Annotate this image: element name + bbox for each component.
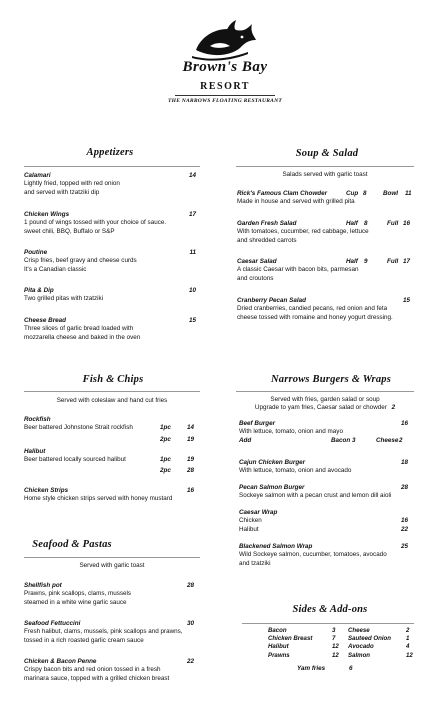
menu-item-cranberry-salad [237,297,415,322]
item-price: 17 [403,258,411,265]
item-price: 19 [187,436,195,443]
item-name: Shellfish pot [24,582,62,589]
menu-item-poutine [24,249,200,274]
burgers-upgrade-text: Upgrade to yam fries, Caesar salad or chowder [254,404,387,411]
seafood-pastas-rule [24,557,200,558]
menu-item-pita-dip [24,287,200,304]
item-size: Cup [346,190,359,197]
menu-item-rockfish [24,416,200,443]
item-price: 11 [189,249,196,256]
side-name: Salmon [348,651,371,659]
item-name: Garden Fresh Salad [237,220,297,227]
item-size: Half [346,258,358,265]
menu-item-beef-burger [239,420,415,445]
item-name: Chicken Strips [24,487,69,494]
item-price: 10 [188,287,196,294]
item-price: 8 [364,220,368,227]
item-name: Chicken Wings [24,211,70,218]
item-price: 17 [188,211,196,218]
menu-item-garden-salad [237,220,415,245]
side-price: 12 [332,643,339,651]
item-price: 11 [405,190,412,197]
item-price: 16 [187,487,195,494]
item-size: Full [387,258,399,265]
item-price: 14 [188,172,196,179]
item-desc: steamed in a white wine garlic sauce [24,598,127,606]
add-bacon-price: 3 [352,436,356,444]
item-desc: and served with tzatziki dip [24,188,100,196]
item-desc: Dried cranberries, candied pecans, red onion and feta [237,305,388,313]
item-price: 15 [188,317,196,324]
side-name: Bacon [268,627,287,634]
menu-item-pecan-salmon-burger [239,484,415,501]
item-desc: With lettuce, tomato, onion and avocado [239,467,352,475]
seafood-pastas-title: Seafood & Pastas [32,539,112,550]
item-price: 28 [401,484,409,491]
item-desc: Sockeye salmon with a pecan crust and lemon dill aioli [239,492,392,500]
item-name: Calamari [24,172,51,179]
item-name: Rockfish [24,416,51,423]
side-name: Prawns [268,651,290,659]
item-size: Full [387,220,399,227]
option-label: Halibut [239,525,259,533]
side-price: 4 [406,643,410,651]
item-price: 30 [187,620,195,627]
item-desc: Home style chicken strips served with honey mustard [24,495,173,503]
side-name: Cheese [348,627,370,634]
item-name: Caesar Wrap [239,509,278,516]
appetizers-rule [24,166,200,167]
brand-resort: RESORT [200,81,250,92]
menu-item-cajun-chicken-burger [239,459,415,476]
menu-item-clam-chowder [237,190,415,207]
menu-item-halibut [24,448,200,474]
item-desc: Fresh halibut, clams, mussels, pink scallops and prawns, [24,628,183,636]
soup-salad-subtitle: Salads served with garlic toast [282,171,368,178]
item-name: Seafood Fettuccini [24,620,81,627]
item-desc: Beer battered locally sourced halibut [24,456,126,464]
seafood-pastas-subtitle: Served with garlic toast [79,562,145,569]
soup-salad-rule [236,166,414,167]
item-name: Pita & Dip [24,287,54,294]
menu-item-cheese-bread [24,317,200,342]
brand-divider [175,95,275,96]
side-name: Sauteed Onion [348,635,391,643]
item-desc: Made in house and served with grilled pita [237,198,355,206]
item-desc: sweet chili, BBQ, Buffalo or S&P [24,227,115,235]
side-name: Avocado [348,643,374,651]
item-price: 14 [187,424,195,432]
item-size: 2pc [160,436,171,443]
item-size: Half [346,220,358,227]
add-cheese-price: 2 [399,436,403,444]
item-desc: With lettuce, tomato, onion and mayo [239,428,343,436]
item-desc: Two grilled pitas with tzatziki [24,295,104,303]
item-name: Poutine [24,249,48,256]
item-desc: It's a Canadian classic [24,265,87,273]
burgers-subtitle-1: Served with fries, garden salad or soup [270,396,380,403]
fish-chips-title: Fish & Chips [82,374,144,385]
item-price: 8 [363,190,367,197]
item-price: 25 [401,543,409,550]
menu-item-calamari [24,172,200,197]
menu-item-seafood-fettuccini [24,620,200,645]
item-name: Blackened Salmon Wrap [239,543,313,550]
sides-title: Sides & Add-ons [292,604,368,615]
menu-item-blackened-salmon-wrap [239,543,415,568]
sides-rule [242,623,414,624]
item-desc: With tomatoes, cucumber, red cabbage, lettuce [237,228,369,236]
sides-row [268,635,413,643]
item-price: 22 [187,658,195,665]
item-desc: mozzarella cheese and baked in the oven [24,333,141,341]
wrap-option-halibut [239,526,415,534]
side-name: Chicken Breast [268,635,313,643]
sides-row [268,627,413,635]
burgers-rule [236,391,414,392]
item-size: Bowl [383,190,399,197]
item-desc: 1 pound of wings tossed with your choice of sauce. [24,219,167,227]
side-price: 7 [332,635,336,643]
sides-row [268,643,413,651]
item-size: 2pc [160,467,171,474]
fish-chips-rule [24,391,200,392]
sides-row [268,652,413,660]
item-desc: cheese tossed with romaine and honey yogurt dressing. [237,313,393,321]
side-price: 3 [332,627,336,634]
side-price: 6 [349,665,353,672]
item-desc: Wild Sockeye salmon, cucumber, tomatoes, avocado [239,551,387,559]
side-price: 12 [406,651,413,659]
item-size: 1pc [160,424,171,432]
soup-salad-title: Soup & Salad [295,148,359,159]
burgers-upgrade-price: 2 [391,404,396,411]
menu-item-shellfish-pot [24,582,200,607]
item-price: 16 [401,420,409,427]
item-desc: Crispy bacon bits and red onion tossed in a fresh [24,666,161,674]
item-name: Beef Burger [239,420,276,427]
item-desc: and croutons [237,274,274,282]
appetizers-title: Appetizers [86,147,134,158]
brand-tagline: THE NARROWS FLOATING RESTAURANT [168,98,282,104]
burgers-subtitle-2 [236,404,414,412]
side-price: 1 [406,635,410,643]
item-price: 15 [403,297,411,304]
wrap-option-chicken [239,517,415,525]
side-price: 2 [406,627,410,634]
item-desc: and tzatziki [239,559,271,567]
menu-item-chicken-strips [24,487,200,504]
add-label: Add [239,436,252,444]
item-desc: Three slices of garlic bread loaded with [24,325,134,333]
item-name: Rick's Famous Clam Chowder [237,190,328,197]
item-name: Caesar Salad [237,258,277,265]
item-name: Cranberry Pecan Salad [237,297,306,304]
sides-table [268,627,418,660]
add-cheese: Cheese [376,436,399,444]
option-price: 16 [401,517,409,525]
item-desc: marinara sauce, topped with a grilled chicken breast [24,674,170,682]
item-name: Chicken & Bacon Penne [24,658,97,665]
item-size: 1pc [160,456,171,464]
fish-chips-subtitle: Served with coleslaw and hand cut fries [56,397,168,404]
item-price: 19 [187,456,195,464]
side-name: Yam fries [297,665,326,672]
item-name: Pecan Salmon Burger [239,484,305,491]
item-name: Halibut [24,448,46,455]
item-desc: A classic Caesar with bacon bits, parmesan [237,266,359,274]
brand-name: Brown's Bay [182,59,268,75]
item-desc: Crisp fries, beef gravy and cheese curds [24,257,137,265]
item-price: 18 [401,459,409,466]
item-price: 9 [364,258,368,265]
side-yam-fries [297,665,377,673]
side-price: 12 [332,651,339,659]
item-desc: Lightly fried, topped with red onion [24,180,120,188]
item-price: 28 [187,582,195,589]
item-price: 28 [187,467,195,474]
menu-item-caesar-salad [237,258,415,283]
menu-item-caesar-wrap [239,509,415,534]
option-label: Chicken [239,517,262,525]
item-desc: Beer battered Johnstone Strait rockfish [24,424,133,432]
menu-item-chicken-bacon-penne [24,658,200,683]
beef-burger-add-row [239,437,415,445]
side-name: Halibut [268,643,289,651]
item-name: Cheese Bread [24,317,66,324]
item-price: 16 [403,220,411,227]
menu-item-chicken-wings [24,211,200,236]
add-bacon: Bacon [331,436,351,444]
burgers-title: Narrows Burgers & Wraps [270,374,392,385]
item-name: Cajun Chicken Burger [239,459,306,466]
item-desc: Prawns, pink scallops, clams, mussels [24,590,132,598]
item-desc: and shredded carrots [237,236,297,244]
item-desc: tossed in a rich roasted garlic cream sauce [24,636,144,644]
option-price: 22 [401,525,409,533]
